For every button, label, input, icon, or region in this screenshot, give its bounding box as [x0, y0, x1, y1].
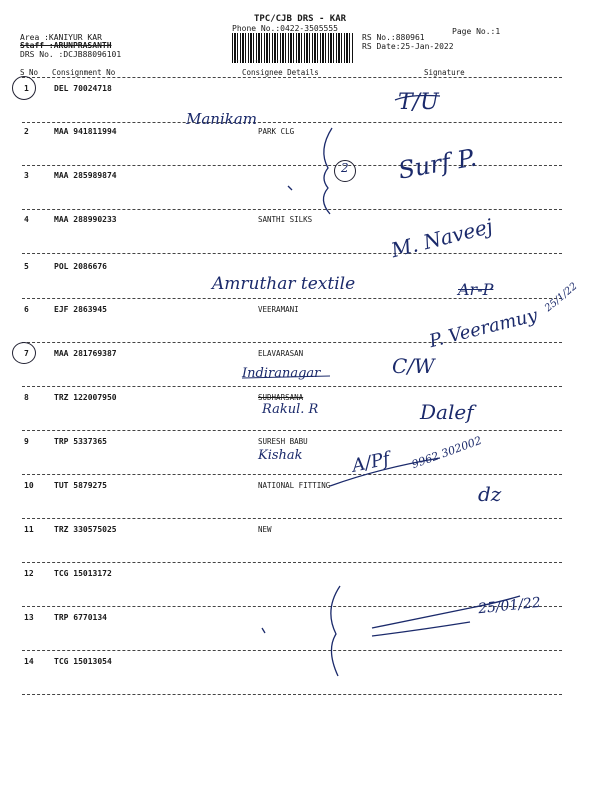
row-5-signature: Ar-P [458, 280, 494, 299]
row-consignment: TRZ 330575025 [54, 525, 117, 534]
staff-label: Staff :ARUNPRASANTH [20, 41, 112, 50]
row-consignment: MAA 288990233 [54, 215, 117, 224]
row-8-handwritten-name: Rakul. R [262, 402, 319, 417]
row-7-signature: C/W [392, 354, 435, 378]
rs-date: RS Date:25-Jan-2022 [362, 42, 454, 51]
row-consignment: DEL 70024718 [54, 84, 112, 93]
row-sno: 5 [24, 262, 29, 271]
tick-mark [262, 628, 265, 633]
drs-number: DRS No. :DCJB88096101 [20, 50, 122, 59]
row-consignment: POL 2086676 [54, 262, 107, 271]
row-sno: 4 [24, 215, 29, 224]
row-consignment: MAA 281769387 [54, 349, 117, 358]
row-consignment: MAA 941811994 [54, 127, 117, 136]
row-sno: 10 [24, 481, 34, 490]
row-consignment: TRZ 122007950 [54, 393, 117, 402]
row-13-handwritten-date: 25/01/22 [477, 594, 542, 618]
report-title: TPC/CJB DRS - KAR [253, 14, 347, 24]
row-consignment: EJF 2863945 [54, 305, 107, 314]
brace-rows-12-14 [331, 586, 340, 676]
row-sno: 13 [24, 613, 34, 622]
row-sno: 11 [24, 525, 34, 534]
row-details: ELAVARASAN [258, 349, 304, 358]
row-details: NATIONAL FITTING [258, 481, 331, 490]
row-sno: 12 [24, 569, 34, 578]
row-details: SUDHARSANA [258, 393, 304, 402]
row-sno: 14 [24, 657, 34, 666]
row-sno: 7 [24, 349, 29, 358]
row-details: NEW [258, 525, 272, 534]
row-9-signature: A/Pf [350, 448, 392, 477]
rs-number: RS No.:880961 [362, 33, 425, 42]
page-number: Page No.:1 [452, 27, 501, 36]
row-details: SURESH BABU [258, 437, 308, 446]
brace-rows-2-3 [323, 128, 332, 214]
row-4-signature: M. Naveej [388, 213, 496, 263]
signature-stroke [372, 622, 470, 636]
row-1-signature: T/U [398, 90, 439, 115]
phone-number: Phone No.:0422-3505555 [232, 24, 338, 33]
row-consignment: TRP 6770134 [54, 613, 107, 622]
row-6-signature: P. Veeramuy [427, 304, 540, 353]
row-sno: 6 [24, 305, 29, 314]
row-consignment: TCG 15013172 [54, 569, 112, 578]
row-2-handwritten-name: Manikam [186, 110, 258, 128]
row-9-handwritten-name: Kishak [258, 448, 303, 463]
row-sno: 9 [24, 437, 29, 446]
row-consignment: TCG 15013054 [54, 657, 112, 666]
tick-mark [288, 186, 292, 190]
row-6-handwritten-date: 25/1/22 [542, 280, 580, 315]
row-details: SANTHI SILKS [258, 215, 313, 224]
row-10-signature: dz [478, 482, 502, 506]
row-9-handwritten-phone: 9962 302002 [409, 433, 484, 472]
col-consignment: Consignment No [52, 68, 116, 77]
row-5-handwritten-name: Amruthar textile [212, 274, 356, 294]
col-sno: S No [20, 68, 39, 77]
row-details: PARK CLG [258, 127, 295, 136]
col-signature: Signature [424, 68, 465, 77]
row-3-circled-number: 2 [341, 161, 349, 175]
row-consignment: MAA 285989874 [54, 171, 117, 180]
row-7-handwritten-name: Indiranagar [242, 366, 321, 381]
row-details: VEERAMANI [258, 305, 299, 314]
row-sno: 1 [24, 84, 29, 93]
col-consignee: Consignee Details [242, 68, 319, 77]
row-sno: 8 [24, 393, 29, 402]
row-3-signature: Surf P. [396, 143, 479, 185]
area-label: Area :KANIYUR KAR [20, 33, 102, 42]
row-8-signature: Dalef [420, 400, 474, 424]
row-sno: 2 [24, 127, 29, 136]
row-sno: 3 [24, 171, 29, 180]
row-consignment: TRP 5337365 [54, 437, 107, 446]
row-consignment: TUT 5879275 [54, 481, 107, 490]
